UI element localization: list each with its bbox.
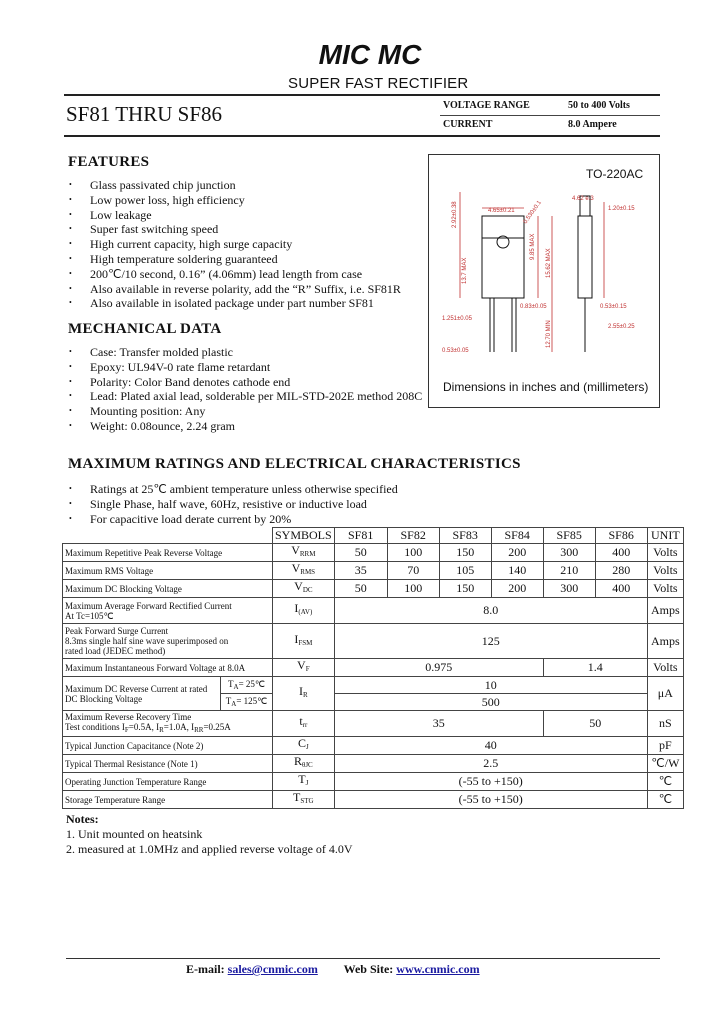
dim-label: 4.65±0.21	[488, 208, 515, 214]
table-row	[63, 624, 684, 659]
voltage-range-value: 50 to 400 Volts	[568, 100, 630, 111]
symbol-sub: STG	[300, 797, 314, 805]
value-cell: 50	[334, 580, 387, 598]
unit-cell: nS	[647, 711, 683, 737]
mechanical-item: • Polarity: Color Band denotes cathode end	[66, 375, 422, 390]
table-row	[63, 677, 684, 694]
mechanical-item: • Weight: 0.08ounce, 2.24 gram	[66, 419, 422, 434]
symbol-sub: RRM	[299, 550, 316, 558]
symbol: V	[294, 579, 303, 593]
package-outline-drawing	[430, 172, 656, 372]
feature-item: • Glass passivated chip junction	[66, 178, 401, 193]
value-cell: 8.0	[334, 598, 647, 624]
symbol-sub: RMS	[300, 568, 316, 576]
condition-item: • Single Phase, half wave, 60Hz, resistive or inductive load	[66, 497, 398, 512]
symbol: V	[291, 561, 301, 575]
unit-cell: Amps	[647, 598, 683, 624]
mechanical-item: • Case: Transfer molded plastic	[66, 345, 422, 360]
mechanical-item: • Mounting position: Any	[66, 404, 422, 419]
param-line: Maximum Reverse Recovery Time	[65, 712, 192, 722]
param-cell: Typical Thermal Resistance (Note 1)	[63, 755, 273, 773]
value-cell: 35	[334, 562, 387, 580]
param-line: rated load (JEDEC method)	[65, 646, 166, 656]
symbol: t	[299, 714, 303, 728]
logo-text: MIC MC	[318, 40, 422, 68]
table-row	[63, 711, 684, 737]
dim-label: 15.62 MAX	[546, 248, 552, 278]
feature-item: • Low leakage	[66, 208, 401, 223]
dim-label: 2.92±0.38	[452, 201, 458, 228]
value-cell: 70	[387, 562, 439, 580]
current-label: CURRENT	[443, 119, 493, 130]
table-row	[63, 544, 684, 562]
param-cell	[63, 598, 273, 624]
mechanical-title: MECHANICAL DATA	[68, 321, 222, 337]
dim-label: 0.53±0.05	[442, 348, 469, 354]
package-caption: Dimensions in inches and (millimeters)	[443, 380, 649, 394]
feature-item: • Super fast switching speed	[66, 222, 401, 237]
table-header-row	[63, 528, 684, 544]
param-line: DC Blocking Voltage	[65, 693, 143, 704]
dim-label: 0.53±0.15	[600, 304, 627, 310]
param-line: Maximum DC Reverse Current at rated	[65, 683, 208, 694]
table-row	[63, 737, 684, 755]
param-cell	[63, 711, 273, 737]
param-sub: R	[159, 726, 164, 734]
dim-label: 12.70 MIN	[546, 320, 552, 348]
footer	[186, 962, 480, 977]
ratings-title: MAXIMUM RATINGS AND ELECTRICAL CHARACTERISTICS	[68, 456, 521, 472]
mechanical-item: • Epoxy: UL94V-0 rate flame retardant	[66, 360, 422, 375]
doc-subtitle: SUPER FAST RECTIFIER	[288, 75, 469, 92]
cond-symbol: T	[225, 695, 232, 706]
param-cell: Maximum DC Blocking Voltage	[63, 580, 273, 598]
unit-cell: Volts	[647, 544, 683, 562]
header-rule-top	[64, 94, 660, 96]
symbol: T	[298, 772, 306, 786]
ratings-table	[62, 527, 684, 809]
voltage-range-label: VOLTAGE RANGE	[443, 100, 530, 111]
param-line: =0.5A, I	[128, 722, 160, 732]
header-cell: UNIT	[647, 528, 683, 544]
website-label: Web Site:	[343, 962, 394, 976]
unit-cell: Volts	[647, 562, 683, 580]
cond-sub: A	[231, 699, 237, 708]
symbol: I	[294, 601, 299, 615]
table-row	[63, 562, 684, 580]
symbol-sub: F	[305, 665, 310, 673]
param-cell: Maximum Instantaneous Forward Voltage at 8.0A	[63, 659, 273, 677]
feature-item: • Also available in reverse polarity, add the “R” Suffix, i.e. SF81R	[66, 282, 401, 297]
param-cell: Operating Junction Temperature Range	[63, 773, 273, 791]
dim-label: 0.83±0.05	[520, 304, 547, 310]
header-cell: SYMBOLS	[273, 528, 335, 544]
note-item: 1. Unit mounted on heatsink	[66, 827, 203, 841]
value-cell: 200	[491, 544, 543, 562]
features-list	[66, 178, 401, 311]
unit-cell: ℃/W	[647, 755, 683, 773]
feature-item: • High current capacity, high surge capacity	[66, 237, 401, 252]
table-row	[63, 755, 684, 773]
unit-cell: ℃	[647, 773, 683, 791]
symbol-sub: R	[303, 691, 308, 699]
email-link[interactable]: sales@cnmic.com	[227, 962, 318, 976]
header-cell: SF82	[387, 528, 439, 544]
header-cell: SF84	[491, 528, 543, 544]
website-link[interactable]: www.cnmic.com	[396, 962, 480, 976]
symbol-sub: DC	[302, 586, 313, 594]
param-line: At Tc=105℃	[65, 610, 114, 621]
value-cell: 35	[334, 711, 543, 737]
header-cell: SF81	[334, 528, 387, 544]
header-cell: SF85	[543, 528, 595, 544]
value-cell: 140	[491, 562, 543, 580]
notes-block	[66, 812, 353, 857]
symbol-sub: FSM	[298, 638, 313, 647]
header-cell: SF86	[595, 528, 647, 544]
value-cell: 500	[334, 694, 647, 711]
notes-title: Notes:	[66, 812, 99, 826]
condition-item: • Ratings at 25℃ ambient temperature unless otherwise specified	[66, 482, 398, 497]
mic-logo	[290, 40, 450, 68]
unit-cell: pF	[647, 737, 683, 755]
mechanical-list	[66, 345, 422, 434]
param-cell	[63, 624, 273, 659]
value-cell: 200	[491, 580, 543, 598]
package-name: TO-220AC	[586, 167, 644, 181]
symbol: V	[297, 658, 306, 672]
feature-item: • High temperature soldering guaranteed	[66, 252, 401, 267]
value-cell: 300	[543, 580, 595, 598]
value-cell: 210	[543, 562, 595, 580]
value-cell: 300	[543, 544, 595, 562]
feature-item: • 200℃/10 second, 0.16” (4.06mm) lead length from case	[66, 267, 401, 282]
value-cell: 125	[334, 624, 647, 659]
value-cell: (-55 to +150)	[334, 773, 647, 791]
table-row	[63, 773, 684, 791]
value-cell: 2.5	[334, 755, 647, 773]
feature-item: • Low power loss, high efficiency	[66, 193, 401, 208]
spec-divider	[440, 115, 660, 116]
table-row	[63, 791, 684, 809]
param-sub: RR	[194, 726, 204, 734]
symbol-sub: J	[305, 743, 309, 751]
condition-cell	[221, 694, 273, 711]
part-range-title: SF81 THRU SF86	[66, 102, 223, 126]
header-rule-bottom	[64, 135, 660, 137]
footer-rule	[66, 958, 660, 959]
dim-label: 0.530±0.1	[522, 199, 543, 226]
param-cell: Maximum RMS Voltage	[63, 562, 273, 580]
mechanical-item: • Lead: Plated axial lead, solderable per MIL-STD-202E method 208C	[66, 389, 422, 404]
feature-item: • Also available in isolated package under part number SF81	[66, 296, 401, 311]
param-cell: Maximum Repetitive Peak Reverse Voltage	[63, 544, 273, 562]
dim-label: 9.85 MAX	[530, 233, 536, 260]
param-sub: F	[124, 726, 129, 734]
param-line: =0.25A	[203, 722, 231, 732]
current-value: 8.0 Ampere	[568, 119, 617, 130]
cond-symbol: T	[228, 678, 234, 689]
value-cell: 40	[334, 737, 647, 755]
value-cell: (-55 to +150)	[334, 791, 647, 809]
condition-item: • For capacitive load derate current by 20%	[66, 512, 398, 527]
value-cell: 0.975	[334, 659, 543, 677]
param-line: Test conditions I	[65, 722, 125, 732]
value-cell: 100	[387, 544, 439, 562]
unit-cell: ℃	[647, 791, 683, 809]
dim-label: 13.7 MAX	[462, 257, 468, 284]
dim-label: 1.20±0.15	[608, 206, 635, 212]
header-cell: SF83	[439, 528, 491, 544]
value-cell: 10	[334, 677, 647, 694]
note-item: 2. measured at 1.0MHz and applied reverse voltage of 4.0V	[66, 842, 353, 856]
condition-cell	[221, 677, 273, 694]
value-cell: 50	[334, 544, 387, 562]
param-line: 8.3ms single half sine wave superimposed on	[65, 636, 229, 646]
dim-label: 4.62 e.3	[572, 196, 594, 202]
symbol: I	[294, 631, 299, 646]
email-label: E-mail:	[186, 962, 225, 976]
symbol: V	[291, 543, 300, 557]
value-cell: 150	[439, 544, 491, 562]
table-row	[63, 580, 684, 598]
symbol-sub: J	[305, 779, 309, 787]
cond-sub: A	[233, 682, 239, 691]
param-line: Peak Forward Surge Current	[65, 626, 169, 636]
param-cell: Typical Junction Capacitance (Note 2)	[63, 737, 273, 755]
value-cell: 50	[543, 711, 647, 737]
value-cell: 400	[595, 544, 647, 562]
value-cell: 1.4	[543, 659, 647, 677]
value-cell: 150	[439, 580, 491, 598]
param-cell	[63, 677, 221, 711]
unit-cell: Volts	[647, 659, 683, 677]
param-cell: Storage Temperature Range	[63, 791, 273, 809]
value-cell: 105	[439, 562, 491, 580]
unit-cell: Amps	[647, 624, 683, 659]
unit-cell: Volts	[647, 580, 683, 598]
features-title: FEATURES	[68, 154, 150, 170]
cond-value: = 125℃	[236, 695, 268, 706]
table-row	[63, 598, 684, 624]
table-row	[63, 659, 684, 677]
param-line: =1.0A, I	[163, 722, 195, 732]
cond-value: = 25℃	[238, 678, 265, 689]
value-cell: 100	[387, 580, 439, 598]
param-line: Maximum Average Forward Rectified Current	[65, 600, 232, 611]
symbol: R	[293, 754, 302, 768]
value-cell: 400	[595, 580, 647, 598]
symbol: C	[297, 736, 306, 750]
unit-cell: μA	[647, 677, 683, 711]
symbol-sub: (AV)	[298, 608, 313, 616]
symbol: I	[299, 684, 303, 698]
symbol: T	[293, 790, 301, 804]
conditions-list	[66, 482, 398, 526]
symbol-sub: θJC	[301, 761, 313, 769]
value-cell: 280	[595, 562, 647, 580]
symbol-sub: rr	[302, 721, 308, 729]
dim-label: 2.55±0.25	[608, 324, 635, 330]
dim-label: 1.251±0.05	[442, 316, 472, 322]
